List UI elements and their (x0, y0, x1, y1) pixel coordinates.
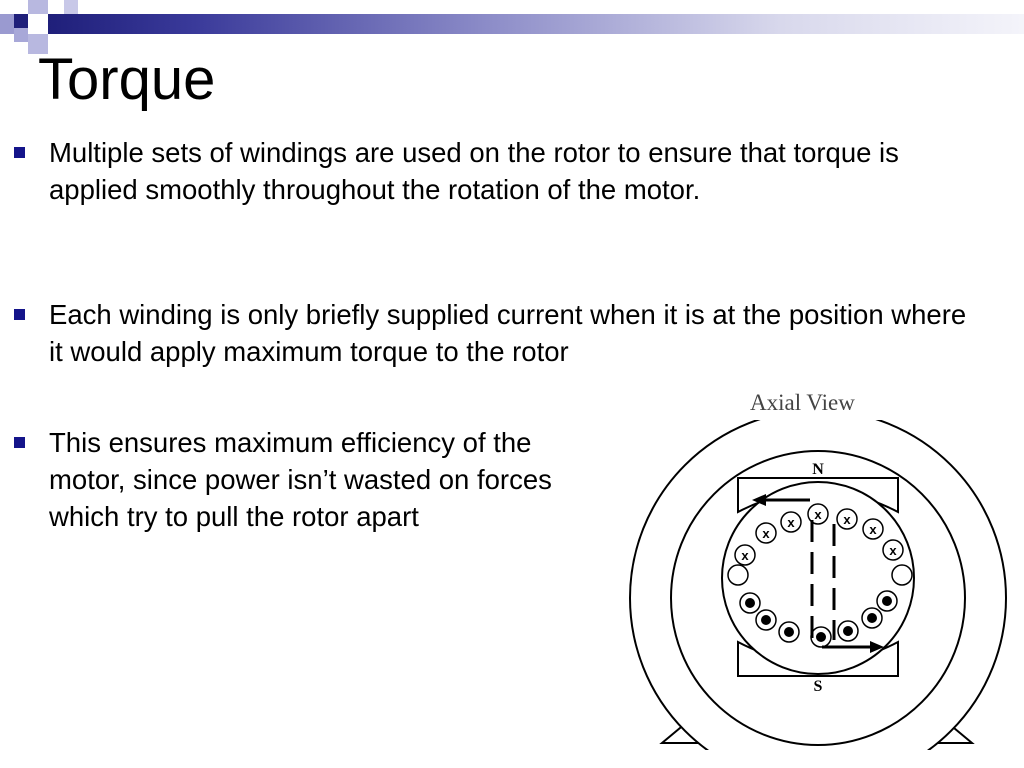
pole-label-north: N (812, 461, 824, 478)
bullet-item (14, 134, 974, 208)
slide-title: Torque (38, 47, 216, 112)
decor-square (14, 28, 28, 42)
pole-label-south: S (813, 678, 823, 695)
bullet-text: Multiple sets of windings are used on the rotor to ensure that torque is applied smoothly throughout the rotation of the motor. (49, 137, 899, 205)
conductor-idle (892, 565, 912, 585)
bullet-item (14, 424, 599, 535)
bullet-text: Each winding is only briefly supplied current when it is at the position where it would apply maximum torque to the rotor (49, 299, 967, 367)
svg-text:x: x (889, 543, 897, 558)
title-bar-gradient (48, 14, 1024, 34)
decor-square (14, 0, 28, 14)
bullet-marker (14, 309, 25, 320)
decor-square (14, 14, 28, 28)
conductor-out-of-page (838, 621, 858, 641)
conductor-idle (728, 565, 748, 585)
figure-caption: Axial View (750, 390, 855, 415)
conductor-into-page (883, 540, 903, 560)
conductor-out-of-page (877, 591, 897, 611)
bullet-marker (14, 437, 25, 448)
conductor-out-of-page (756, 610, 776, 630)
bullet-text: This ensures maximum efficiency of the motor, since power isn’t wasted on forces which try to pull the rotor apart (49, 427, 552, 532)
conductor-out-of-page (740, 593, 760, 613)
conductor-out-of-page (811, 627, 831, 647)
svg-text:x: x (787, 515, 795, 530)
decor-square (28, 0, 48, 14)
bullet-item (14, 296, 974, 370)
conductor-into-page (756, 523, 776, 543)
svg-text:x: x (869, 522, 877, 537)
decor-square (48, 0, 64, 14)
decor-square (0, 0, 14, 14)
decor-square (28, 14, 48, 34)
conductor-into-page (863, 519, 883, 539)
svg-text:x: x (843, 512, 851, 527)
decor-square (64, 0, 78, 14)
decor-square (0, 14, 14, 34)
conductor-into-page (781, 512, 801, 532)
conductor-into-page (735, 545, 755, 565)
bullet-marker (14, 147, 25, 158)
svg-text:x: x (741, 548, 749, 563)
motor-axial-view-diagram (610, 420, 1010, 750)
conductor-out-of-page (862, 608, 882, 628)
conductor-into-page (837, 509, 857, 529)
svg-text:x: x (814, 507, 822, 522)
svg-text:x: x (762, 526, 770, 541)
conductor-out-of-page (779, 622, 799, 642)
